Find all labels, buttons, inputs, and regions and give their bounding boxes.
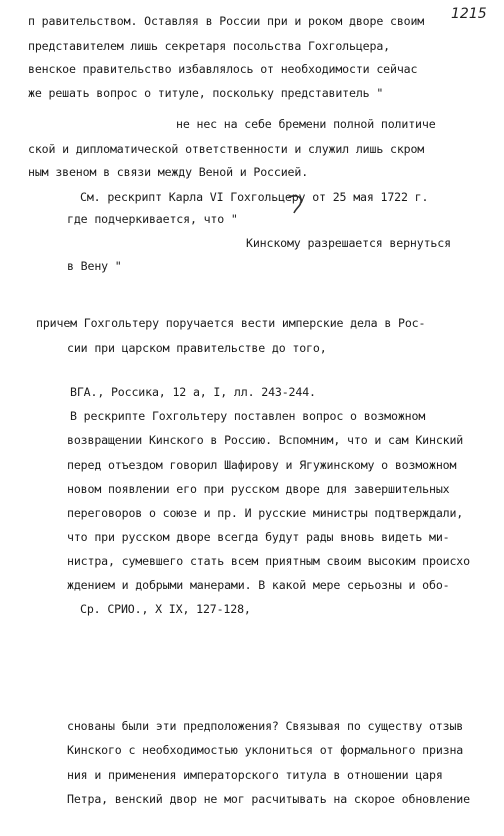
text-line: Ср. СРИО., X IX, 127-128, bbox=[80, 602, 251, 616]
text-line: не нес на себе бремени полной политиче bbox=[176, 117, 436, 131]
text-line: ской и дипломатической ответственности и служил лишь скром bbox=[28, 142, 425, 156]
page-number: 1215 bbox=[451, 6, 487, 22]
text-line: снованы были эти предположения? Связывая по существу отзыв bbox=[67, 719, 464, 733]
text-line: причем Гохгольтеру поручается вести имперские дела в Рос- bbox=[36, 316, 426, 330]
text-line: Кинского с необходимостью уклониться от формального призна bbox=[67, 743, 464, 757]
text-line: что при русском дворе всегда будут рады вновь видеть ми- bbox=[67, 530, 450, 544]
text-line: новом появлении его при русском дворе для завершительных bbox=[67, 482, 450, 496]
text-line: нистра, сумевшего стать всем приятным своим высоким происхо bbox=[67, 554, 470, 568]
text-line: ния и применения императорского титула в отношении царя bbox=[67, 768, 443, 782]
text-line: п равительством. Оставляя в России при и роком дворе своим bbox=[28, 14, 425, 28]
text-line: где подчеркивается, что " bbox=[67, 212, 238, 226]
text-line: ным звеном в связи между Веной и Россией. bbox=[28, 165, 309, 179]
text-line: ВГА., Россика, 12 а, I, лл. 243-244. bbox=[70, 385, 316, 399]
text-line: ждением и добрыми манерами. В какой мере серьозны и обо- bbox=[67, 578, 450, 592]
handwritten-mark bbox=[286, 193, 304, 215]
text-line: В рескрипте Гохгольтеру поставлен вопрос о возможном bbox=[70, 409, 426, 423]
text-line: же решать вопрос о титуле, поскольку представитель " bbox=[28, 86, 384, 100]
text-line: в Вену " bbox=[67, 259, 122, 273]
text-line: См. рескрипт Карла VI Гохгольцеру от 25 мая 1722 г. bbox=[80, 190, 429, 204]
text-line: Кинскому разрешается вернуться bbox=[246, 236, 451, 250]
text-line: переговоров о союзе и пр. И русские министры подтверждали, bbox=[67, 506, 464, 520]
text-line: представителем лишь секретаря посольства Гохгольцера, bbox=[28, 39, 390, 53]
text-line: сии при царском правительстве до того, bbox=[67, 341, 327, 355]
text-line: возвращении Кинского в Россию. Вспомним, что и сам Кинский bbox=[67, 433, 464, 447]
text-line: Петра, венский двор не мог расчитывать на скорое обновление bbox=[67, 792, 470, 806]
text-line: венское правительство избавлялось от необходимости сейчас bbox=[28, 62, 418, 76]
text-line: перед отъездом говорил Шафирову и Ягужинскому о возможном bbox=[67, 458, 457, 472]
